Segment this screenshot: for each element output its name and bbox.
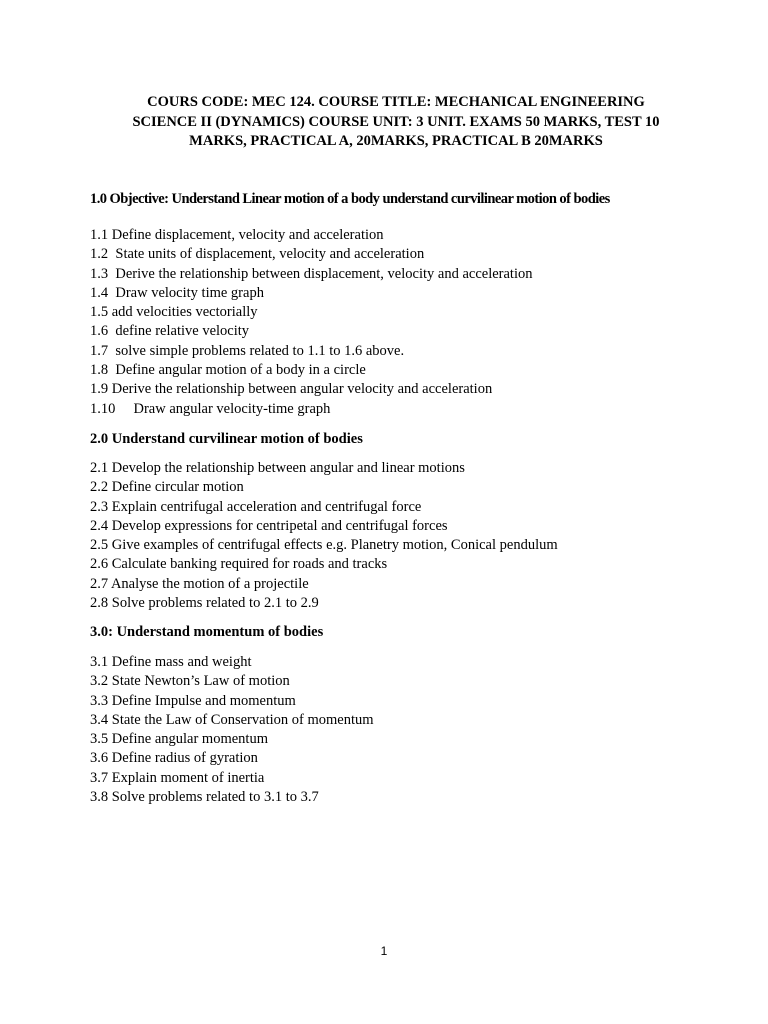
list-item: 2.6 Calculate banking required for roads and tracks	[90, 556, 388, 573]
course-header: COURS CODE: MEC 124. COURSE TITLE: MECHANICAL ENGINEERING SCIENCE II (DYNAMICS) COURSE UNIT: 3 UNIT. EXAMS 50 MARKS, TEST 10 MARKS, PRACTICAL A, 20MARKS, PRACTICAL B 20MARKS	[132, 94, 660, 149]
list-item: 2.2 Define circular motion	[90, 479, 244, 496]
list-item: 1.5 add velocities vectorially	[90, 304, 258, 321]
list-item: 3.3 Define Impulse and momentum	[90, 692, 296, 709]
list-item: 3.6 Define radius of gyration	[90, 750, 258, 767]
curvilinear-list	[90, 459, 558, 613]
list-item: 1.10 Draw angular velocity-time graph	[90, 400, 331, 417]
section-heading-momentum: 3.0: Understand momentum of bodies	[90, 624, 324, 640]
list-item: 2.4 Develop expressions for centripetal and centrifugal forces	[90, 517, 448, 534]
list-item: 1.3 Derive the relationship between displacement, velocity and acceleration	[90, 265, 533, 282]
list-item: 3.5 Define angular momentum	[90, 731, 268, 748]
list-item: 1.8 Define angular motion of a body in a circle	[90, 362, 366, 379]
list-item: 3.4 State the Law of Conservation of momentum	[90, 711, 374, 728]
list-item: 1.7 solve simple problems related to 1.1 to 1.6 above.	[90, 342, 405, 359]
list-item: 1.2 State units of displacement, velocity and acceleration	[90, 246, 425, 263]
list-item: 1.9 Derive the relationship between angular velocity and acceleration	[90, 381, 493, 398]
list-item: 3.1 Define mass and weight	[90, 654, 252, 670]
objective-heading: 1.0 Objective: Understand Linear motion of a body understand curvilinear motion of bodies	[90, 191, 610, 207]
list-item: 3.2 State Newton’s Law of motion	[90, 673, 290, 690]
list-item: 2.7 Analyse the motion of a projectile	[90, 575, 309, 592]
list-item: 1.1 Define displacement, velocity and acceleration	[90, 227, 384, 243]
list-item: 1.6 define relative velocity	[90, 323, 250, 340]
list-item: 3.7 Explain moment of inertia	[90, 769, 265, 786]
list-item: 2.8 Solve problems related to 2.1 to 2.9	[90, 595, 319, 612]
list-item: 3.8 Solve problems related to 3.1 to 3.7	[90, 789, 319, 806]
list-item: 1.4 Draw velocity time graph	[90, 284, 264, 301]
page-number: 1	[380, 944, 388, 958]
list-item: 2.5 Give examples of centrifugal effects e.g. Planetry motion, Conical pendulum	[90, 537, 558, 554]
objective-list	[90, 226, 532, 419]
list-item: 2.1 Develop the relationship between angular and linear motions	[90, 460, 465, 476]
section-heading-curvilinear: 2.0 Understand curvilinear motion of bodies	[90, 431, 363, 447]
list-item: 2.3 Explain centrifugal acceleration and centrifugal force	[90, 498, 422, 515]
momentum-list	[90, 653, 374, 807]
